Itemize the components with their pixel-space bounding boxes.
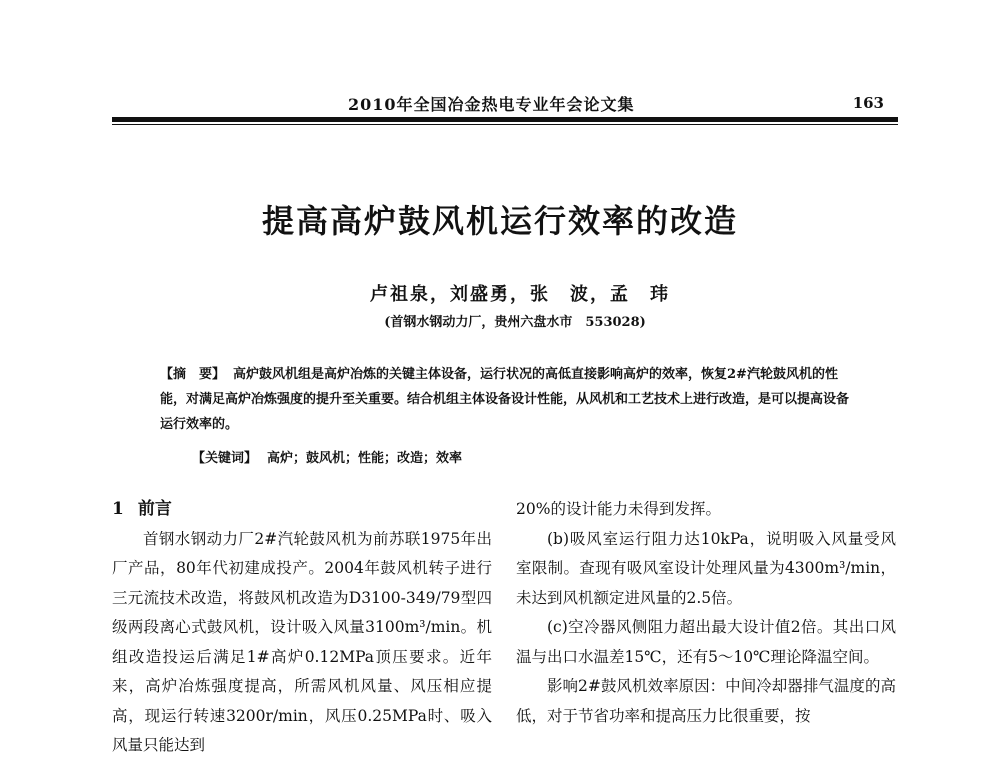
continued-text: 20%的设计能力未得到发挥。 <box>516 500 721 518</box>
conference-title: 2010年全国冶金热电专业年会论文集 <box>348 95 635 114</box>
keywords-text: 高炉；鼓风机；性能；改造；效率 <box>267 451 463 466</box>
paper-affiliation: (首钢水钢动力厂，贵州六盘水市 553028) <box>384 315 646 330</box>
section-heading <box>112 495 492 525</box>
paper-title: 提高高炉鼓风机运行效率的改造 <box>261 202 738 240</box>
abstract-text: 高炉鼓风机组是高炉冶炼的关键主体设备，运行状况的高低直接影响高炉的效率，恢复2#汽轮鼓风机的性能，对满足高炉冶炼强度的提升至关重要。结合机组主体设备设计性能，从风机和工艺技术上进行改造，是可以提高设备运行效率的。 <box>160 367 850 432</box>
abstract-label: 【摘 要】 <box>160 367 226 382</box>
paper-authors: 卢祖泉，刘盛勇，张 波，孟 玮 <box>370 284 670 305</box>
section-title: 前言 <box>137 499 172 519</box>
left-column <box>112 495 492 761</box>
item-c: (c)空冷器风侧阻力超出最大设计值2倍。其出口风温与出口水温差15℃，还有5～10℃理论降温空间。 <box>516 618 896 666</box>
header-rule-thin <box>112 124 898 125</box>
intro-paragraph: 首钢水钢动力厂2#汽轮鼓风机为前苏联1975年出厂产品，80年代初建成投产。2004年鼓风机转子进行三元流技术改造，将鼓风机改造为D3100-349/79型四级两段离心式鼓风机，设计吸入风量3100m³/min。机组改造投运后满足1#高炉0.12MPa顶压要求。近年来，高炉冶炼强度提高，所需风机风量、风压相应提高，现运行转速3200r/min，风压0.25MPa时、吸入风量只能达到 <box>112 529 492 754</box>
running-header <box>112 92 898 116</box>
item-b: (b)吸风室运行阻力达10kPa，说明吸入风量受风室限制。查现有吸风室设计处理风量为4300m³/min，未达到风机额定进风量的2.5倍。 <box>516 529 896 607</box>
abstract <box>160 362 860 437</box>
item-d: 影响2#鼓风机效率原因：中间冷却器排气温度的高低，对于节省功率和提高压力比很重要，按 <box>516 677 896 725</box>
section-number: 1 <box>112 499 124 519</box>
keywords-label: 【关键词】 <box>192 451 258 466</box>
page-number: 163 <box>852 94 884 112</box>
right-column <box>516 495 896 731</box>
header-rule-thick <box>112 117 898 122</box>
keywords <box>192 447 462 466</box>
